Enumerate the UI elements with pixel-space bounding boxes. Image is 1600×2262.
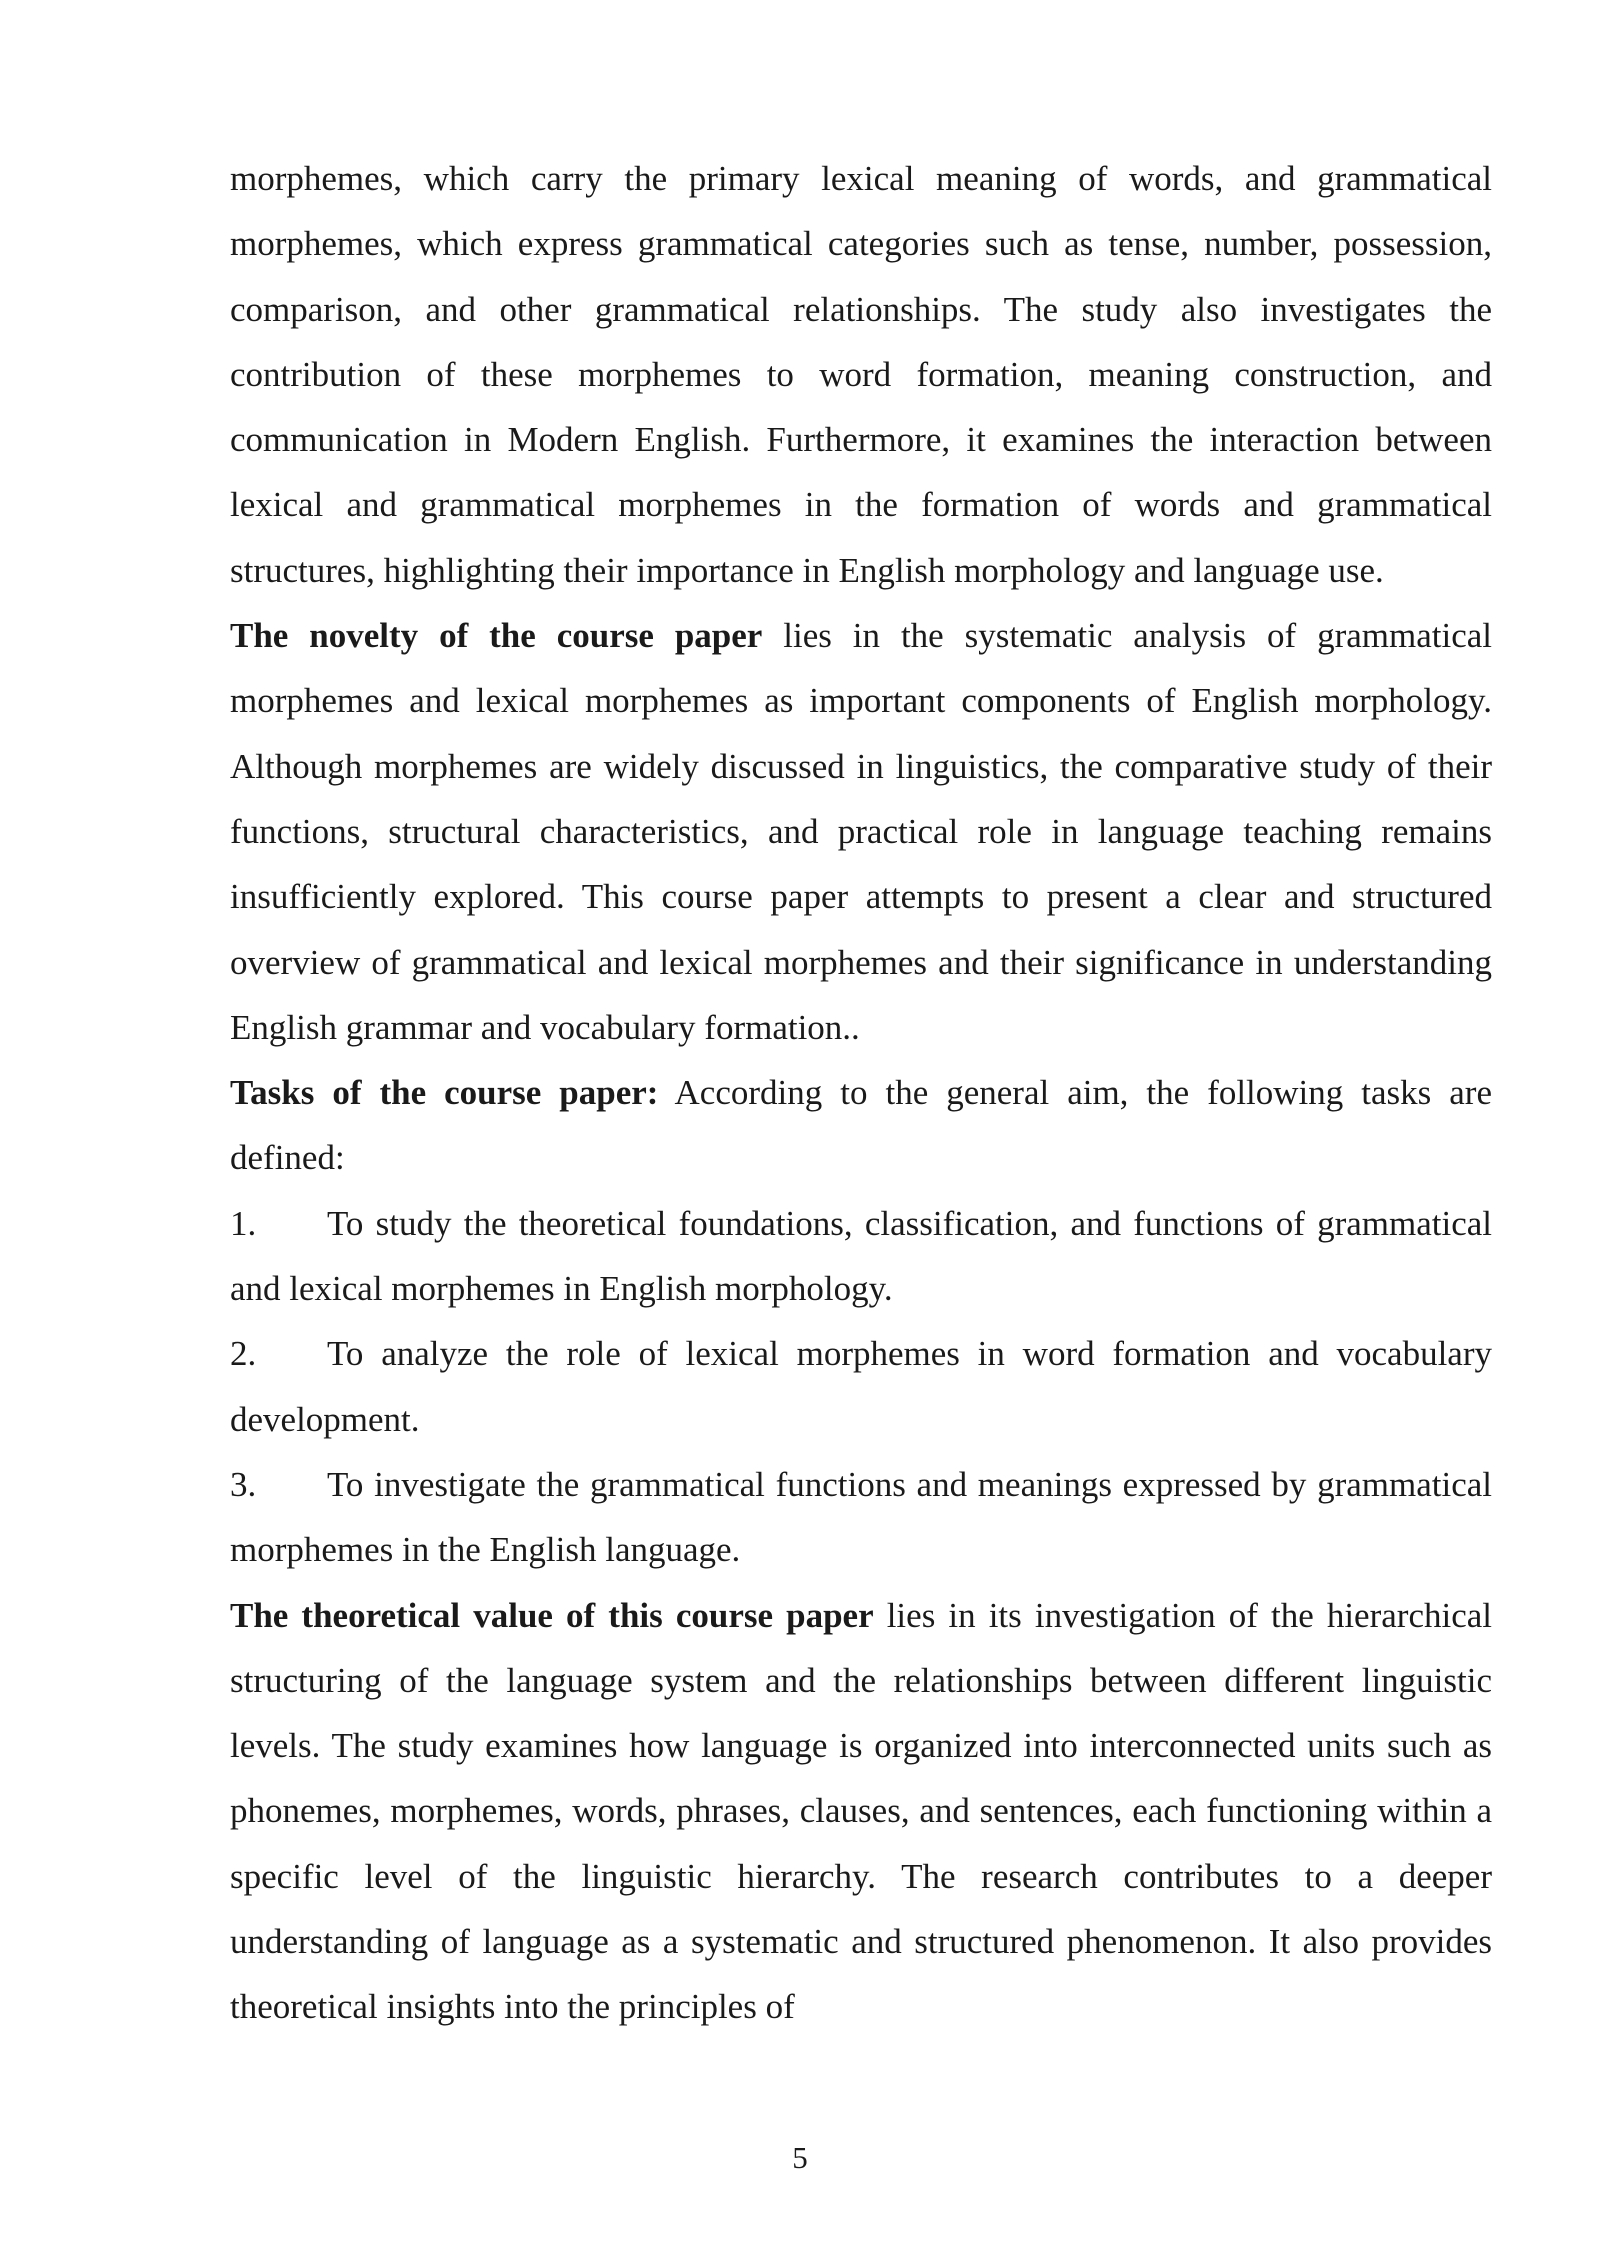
task-number: 2. xyxy=(230,1334,257,1374)
theoretical-text: lies in its investigation of the hierarchical structuring of the language system and the relationships between different linguistic levels. The study examines how language is organized into interconnected units such as phonemes, morphemes, words, phrases, clauses, and sentences, each functioning within a specific level of the linguistic hierarchy. The research contributes to a deeper understanding of language as a systematic and structured phenomenon. It also provides theoretical insights into the principles of xyxy=(230,1595,1492,2027)
task-number: 1. xyxy=(230,1203,257,1243)
page-number: 5 xyxy=(792,2140,808,2175)
paragraph-tasks xyxy=(230,1060,1492,1191)
task-text: To study the theoretical foundations, classification, and functions of grammatical and lexical morphemes in English morphology. xyxy=(230,1203,1492,1309)
paragraph-theoretical xyxy=(230,1583,1492,2040)
paragraph-continuation xyxy=(230,146,1492,603)
theoretical-heading: The theoretical value of this course paper xyxy=(230,1595,874,1635)
tasks-heading: Tasks of the course paper: xyxy=(230,1073,659,1113)
novelty-text: lies in the systematic analysis of grammatical morphemes and lexical morphemes as important components of English morphology. Although morphemes are widely discussed in linguistics, the comparative study of their functions, structural characteristics, and practical role in language teaching remains insufficiently explored. This course paper attempts to present a clear and structured overview of grammatical and lexical morphemes and their significance in understanding English grammar and vocabulary formation.. xyxy=(230,616,1492,1047)
task-text: To investigate the grammatical functions and meanings expressed by grammatical morphemes in the English language. xyxy=(230,1464,1492,1570)
paragraph-novelty xyxy=(230,603,1492,1060)
task-text: To analyze the role of lexical morphemes in word formation and vocabulary development. xyxy=(230,1334,1492,1439)
document-body xyxy=(230,146,1492,2040)
task-item xyxy=(230,1452,1492,1583)
paragraph-continuation-text: morphemes, which carry the primary lexical meaning of words, and grammatical morphemes, which express grammatical categories such as tense, number, possession, comparison, and other grammatical relationships. The study also investigates the contribution of these morphemes to word formation, meaning construction, and communication in Modern English. Furthermore, it examines the interaction between lexical and grammatical morphemes in the formation of words and grammatical structures, highlighting their importance in English morphology and language use. xyxy=(230,159,1492,590)
novelty-heading: The novelty of the course paper xyxy=(230,616,763,656)
tasks-intro-text: According to the general aim, the following tasks are defined: xyxy=(230,1073,1492,1178)
task-item xyxy=(230,1191,1492,1322)
task-number: 3. xyxy=(230,1464,257,1504)
task-item xyxy=(230,1321,1492,1452)
